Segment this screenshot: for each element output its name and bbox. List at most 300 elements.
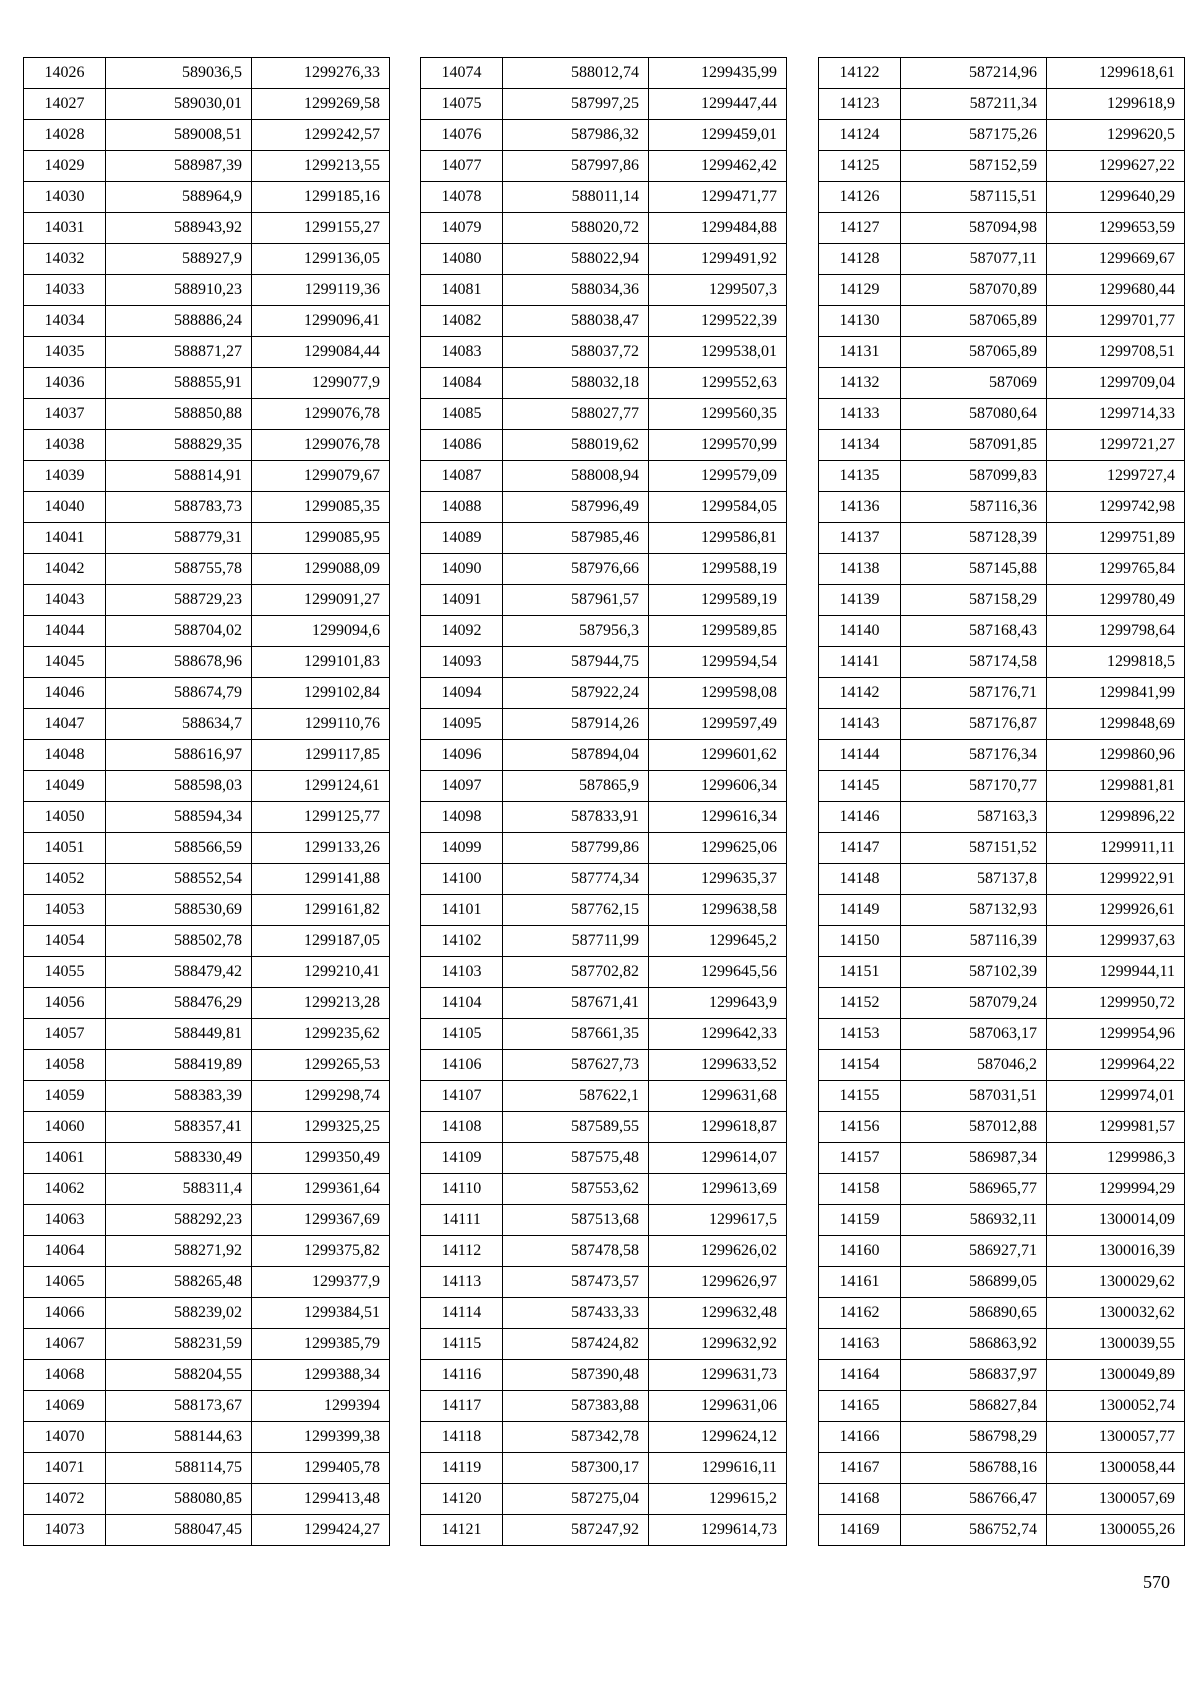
point-number-cell: 14093 — [421, 647, 503, 678]
table-row — [819, 554, 1185, 585]
point-number-cell: 14077 — [421, 151, 503, 182]
point-number-cell: 14130 — [819, 306, 901, 337]
table-row — [819, 120, 1185, 151]
point-number-cell: 14028 — [24, 120, 106, 151]
table-row — [24, 244, 390, 275]
y-coordinate-cell: 1299125,77 — [252, 802, 390, 833]
table-row — [421, 182, 787, 213]
table-row — [421, 151, 787, 182]
y-coordinate-cell: 1299361,64 — [252, 1174, 390, 1205]
point-number-cell: 14131 — [819, 337, 901, 368]
x-coordinate-cell: 587711,99 — [503, 926, 649, 957]
x-coordinate-cell: 587132,93 — [901, 895, 1047, 926]
table-row — [24, 864, 390, 895]
point-number-cell: 14119 — [421, 1453, 503, 1484]
point-number-cell: 14164 — [819, 1360, 901, 1391]
y-coordinate-cell: 1299642,33 — [649, 1019, 787, 1050]
y-coordinate-cell: 1299632,92 — [649, 1329, 787, 1360]
y-coordinate-cell: 1299613,69 — [649, 1174, 787, 1205]
table-row — [421, 1019, 787, 1050]
point-number-cell: 14132 — [819, 368, 901, 399]
table-row — [819, 1205, 1185, 1236]
table-row — [819, 492, 1185, 523]
y-coordinate-cell: 1299709,04 — [1047, 368, 1185, 399]
x-coordinate-cell: 588080,85 — [106, 1484, 252, 1515]
y-coordinate-cell: 1299584,05 — [649, 492, 787, 523]
y-coordinate-cell: 1299435,99 — [649, 58, 787, 89]
table-row — [24, 1019, 390, 1050]
point-number-cell: 14039 — [24, 461, 106, 492]
table-row — [819, 1050, 1185, 1081]
y-coordinate-cell: 1299645,2 — [649, 926, 787, 957]
point-number-cell: 14068 — [24, 1360, 106, 1391]
point-number-cell: 14129 — [819, 275, 901, 306]
y-coordinate-cell: 1299377,9 — [252, 1267, 390, 1298]
table-row — [24, 523, 390, 554]
point-number-cell: 14064 — [24, 1236, 106, 1267]
y-coordinate-cell: 1299597,49 — [649, 709, 787, 740]
point-number-cell: 14078 — [421, 182, 503, 213]
x-coordinate-cell: 588019,62 — [503, 430, 649, 461]
x-coordinate-cell: 588265,48 — [106, 1267, 252, 1298]
point-number-cell: 14113 — [421, 1267, 503, 1298]
y-coordinate-cell: 1299084,44 — [252, 337, 390, 368]
x-coordinate-cell: 588616,97 — [106, 740, 252, 771]
x-coordinate-cell: 588704,02 — [106, 616, 252, 647]
x-coordinate-cell: 587063,17 — [901, 1019, 1047, 1050]
y-coordinate-cell: 1299742,98 — [1047, 492, 1185, 523]
y-coordinate-cell: 1300057,69 — [1047, 1484, 1185, 1515]
table-row — [819, 647, 1185, 678]
y-coordinate-cell: 1299507,3 — [649, 275, 787, 306]
y-coordinate-cell: 1299631,68 — [649, 1081, 787, 1112]
table-row — [24, 740, 390, 771]
table-row — [421, 616, 787, 647]
y-coordinate-cell: 1299094,6 — [252, 616, 390, 647]
y-coordinate-cell: 1300016,39 — [1047, 1236, 1185, 1267]
table-row — [24, 120, 390, 151]
table-row — [421, 1422, 787, 1453]
y-coordinate-cell: 1299632,48 — [649, 1298, 787, 1329]
point-number-cell: 14056 — [24, 988, 106, 1019]
point-number-cell: 14121 — [421, 1515, 503, 1546]
point-number-cell: 14037 — [24, 399, 106, 430]
table-row — [421, 337, 787, 368]
x-coordinate-cell: 587031,51 — [901, 1081, 1047, 1112]
x-coordinate-cell: 587622,1 — [503, 1081, 649, 1112]
table-row — [819, 957, 1185, 988]
point-number-cell: 14063 — [24, 1205, 106, 1236]
y-coordinate-cell: 1299552,63 — [649, 368, 787, 399]
table-row — [24, 585, 390, 616]
y-coordinate-cell: 1299643,9 — [649, 988, 787, 1019]
point-number-cell: 14092 — [421, 616, 503, 647]
x-coordinate-cell: 587799,86 — [503, 833, 649, 864]
x-coordinate-cell: 587671,41 — [503, 988, 649, 1019]
table-row — [24, 182, 390, 213]
y-coordinate-cell: 1299589,85 — [649, 616, 787, 647]
y-coordinate-cell: 1299350,49 — [252, 1143, 390, 1174]
y-coordinate-cell: 1299459,01 — [649, 120, 787, 151]
x-coordinate-cell: 588502,78 — [106, 926, 252, 957]
x-coordinate-cell: 587997,25 — [503, 89, 649, 120]
y-coordinate-cell: 1299618,87 — [649, 1112, 787, 1143]
y-coordinate-cell: 1299385,79 — [252, 1329, 390, 1360]
x-coordinate-cell: 587214,96 — [901, 58, 1047, 89]
x-coordinate-cell: 587961,57 — [503, 585, 649, 616]
x-coordinate-cell: 587865,9 — [503, 771, 649, 802]
point-number-cell: 14066 — [24, 1298, 106, 1329]
table-row — [421, 1360, 787, 1391]
point-number-cell: 14168 — [819, 1484, 901, 1515]
point-number-cell: 14139 — [819, 585, 901, 616]
table-row — [24, 771, 390, 802]
table-row — [819, 523, 1185, 554]
y-coordinate-cell: 1299213,28 — [252, 988, 390, 1019]
table-row — [24, 275, 390, 306]
point-number-cell: 14159 — [819, 1205, 901, 1236]
x-coordinate-cell: 587176,87 — [901, 709, 1047, 740]
y-coordinate-cell: 1299616,11 — [649, 1453, 787, 1484]
point-number-cell: 14114 — [421, 1298, 503, 1329]
table-row — [819, 1453, 1185, 1484]
table-row — [819, 1515, 1185, 1546]
table-row — [421, 1391, 787, 1422]
y-coordinate-cell: 1299491,92 — [649, 244, 787, 275]
y-coordinate-cell: 1299616,34 — [649, 802, 787, 833]
x-coordinate-cell: 588239,02 — [106, 1298, 252, 1329]
x-coordinate-cell: 587986,32 — [503, 120, 649, 151]
table-row — [421, 1298, 787, 1329]
x-coordinate-cell: 587774,34 — [503, 864, 649, 895]
table-row — [421, 1143, 787, 1174]
table-row — [819, 275, 1185, 306]
table-row — [421, 585, 787, 616]
x-coordinate-cell: 588566,59 — [106, 833, 252, 864]
point-number-cell: 14052 — [24, 864, 106, 895]
table-row — [421, 306, 787, 337]
x-coordinate-cell: 586788,16 — [901, 1453, 1047, 1484]
y-coordinate-cell: 1299265,53 — [252, 1050, 390, 1081]
table-row — [421, 802, 787, 833]
x-coordinate-cell: 587478,58 — [503, 1236, 649, 1267]
y-coordinate-cell: 1299701,77 — [1047, 306, 1185, 337]
y-coordinate-cell: 1300039,55 — [1047, 1329, 1185, 1360]
y-coordinate-cell: 1299617,5 — [649, 1205, 787, 1236]
point-number-cell: 14107 — [421, 1081, 503, 1112]
y-coordinate-cell: 1299626,97 — [649, 1267, 787, 1298]
x-coordinate-cell: 587473,57 — [503, 1267, 649, 1298]
point-number-cell: 14145 — [819, 771, 901, 802]
point-number-cell: 14108 — [421, 1112, 503, 1143]
table-row — [421, 1050, 787, 1081]
x-coordinate-cell: 587702,82 — [503, 957, 649, 988]
x-coordinate-cell: 588674,79 — [106, 678, 252, 709]
point-number-cell: 14111 — [421, 1205, 503, 1236]
y-coordinate-cell: 1299091,27 — [252, 585, 390, 616]
x-coordinate-cell: 587997,86 — [503, 151, 649, 182]
point-number-cell: 14133 — [819, 399, 901, 430]
x-coordinate-cell: 587433,33 — [503, 1298, 649, 1329]
y-coordinate-cell: 1299462,42 — [649, 151, 787, 182]
y-coordinate-cell: 1299798,64 — [1047, 616, 1185, 647]
point-number-cell: 14083 — [421, 337, 503, 368]
table-row — [421, 678, 787, 709]
table-row — [819, 1019, 1185, 1050]
point-number-cell: 14067 — [24, 1329, 106, 1360]
y-coordinate-cell: 1299926,61 — [1047, 895, 1185, 926]
x-coordinate-cell: 588357,41 — [106, 1112, 252, 1143]
x-coordinate-cell: 587247,92 — [503, 1515, 649, 1546]
x-coordinate-cell: 588476,29 — [106, 988, 252, 1019]
table-row — [421, 399, 787, 430]
x-coordinate-cell: 588008,94 — [503, 461, 649, 492]
table-row — [421, 1329, 787, 1360]
x-coordinate-cell: 587070,89 — [901, 275, 1047, 306]
y-coordinate-cell: 1299213,55 — [252, 151, 390, 182]
y-coordinate-cell: 1299210,41 — [252, 957, 390, 988]
y-coordinate-cell: 1299618,61 — [1047, 58, 1185, 89]
x-coordinate-cell: 588330,49 — [106, 1143, 252, 1174]
point-number-cell: 14088 — [421, 492, 503, 523]
x-coordinate-cell: 587094,98 — [901, 213, 1047, 244]
table-row — [819, 337, 1185, 368]
point-number-cell: 14102 — [421, 926, 503, 957]
point-number-cell: 14038 — [24, 430, 106, 461]
table-row — [819, 368, 1185, 399]
point-number-cell: 14109 — [421, 1143, 503, 1174]
y-coordinate-cell: 1299119,36 — [252, 275, 390, 306]
point-number-cell: 14031 — [24, 213, 106, 244]
x-coordinate-cell: 587944,75 — [503, 647, 649, 678]
table-row — [24, 1174, 390, 1205]
table-row — [819, 1236, 1185, 1267]
point-number-cell: 14094 — [421, 678, 503, 709]
x-coordinate-cell: 588871,27 — [106, 337, 252, 368]
x-coordinate-cell: 587079,24 — [901, 988, 1047, 1019]
point-number-cell: 14086 — [421, 430, 503, 461]
table-row — [421, 120, 787, 151]
table-row — [819, 1422, 1185, 1453]
x-coordinate-cell: 588678,96 — [106, 647, 252, 678]
point-number-cell: 14036 — [24, 368, 106, 399]
y-coordinate-cell: 1299399,38 — [252, 1422, 390, 1453]
y-coordinate-cell: 1299625,06 — [649, 833, 787, 864]
x-coordinate-cell: 588552,54 — [106, 864, 252, 895]
table-row — [24, 709, 390, 740]
table-row — [24, 988, 390, 1019]
x-coordinate-cell: 587091,85 — [901, 430, 1047, 461]
y-coordinate-cell: 1299594,54 — [649, 647, 787, 678]
y-coordinate-cell: 1299614,07 — [649, 1143, 787, 1174]
table-row — [421, 58, 787, 89]
x-coordinate-cell: 586766,47 — [901, 1484, 1047, 1515]
x-coordinate-cell: 588383,39 — [106, 1081, 252, 1112]
y-coordinate-cell: 1299133,26 — [252, 833, 390, 864]
table-row — [24, 678, 390, 709]
y-coordinate-cell: 1299922,91 — [1047, 864, 1185, 895]
y-coordinate-cell: 1299624,12 — [649, 1422, 787, 1453]
y-coordinate-cell: 1299570,99 — [649, 430, 787, 461]
point-number-cell: 14044 — [24, 616, 106, 647]
table-row — [421, 988, 787, 1019]
point-number-cell: 14105 — [421, 1019, 503, 1050]
y-coordinate-cell: 1299161,82 — [252, 895, 390, 926]
y-coordinate-cell: 1299088,09 — [252, 554, 390, 585]
point-number-cell: 14050 — [24, 802, 106, 833]
table-row — [819, 864, 1185, 895]
y-coordinate-cell: 1299640,29 — [1047, 182, 1185, 213]
x-coordinate-cell: 588027,77 — [503, 399, 649, 430]
x-coordinate-cell: 588779,31 — [106, 523, 252, 554]
table-row — [24, 306, 390, 337]
x-coordinate-cell: 587176,71 — [901, 678, 1047, 709]
x-coordinate-cell: 587158,29 — [901, 585, 1047, 616]
y-coordinate-cell: 1299586,81 — [649, 523, 787, 554]
table-row — [24, 89, 390, 120]
x-coordinate-cell: 586927,71 — [901, 1236, 1047, 1267]
point-number-cell: 14069 — [24, 1391, 106, 1422]
x-coordinate-cell: 588943,92 — [106, 213, 252, 244]
table-row — [819, 1143, 1185, 1174]
table-row — [421, 1174, 787, 1205]
y-coordinate-cell: 1299954,96 — [1047, 1019, 1185, 1050]
table-row — [421, 895, 787, 926]
table-row — [421, 864, 787, 895]
x-coordinate-cell: 587137,8 — [901, 864, 1047, 895]
x-coordinate-cell: 588829,35 — [106, 430, 252, 461]
y-coordinate-cell: 1299085,95 — [252, 523, 390, 554]
point-number-cell: 14048 — [24, 740, 106, 771]
y-coordinate-cell: 1299645,56 — [649, 957, 787, 988]
x-coordinate-cell: 586965,77 — [901, 1174, 1047, 1205]
x-coordinate-cell: 588964,9 — [106, 182, 252, 213]
x-coordinate-cell: 588855,91 — [106, 368, 252, 399]
table-row — [421, 461, 787, 492]
point-number-cell: 14053 — [24, 895, 106, 926]
table-row — [421, 368, 787, 399]
y-coordinate-cell: 1299727,4 — [1047, 461, 1185, 492]
x-coordinate-cell: 588594,34 — [106, 802, 252, 833]
point-number-cell: 14128 — [819, 244, 901, 275]
table-row — [421, 244, 787, 275]
point-number-cell: 14120 — [421, 1484, 503, 1515]
table-row — [819, 833, 1185, 864]
x-coordinate-cell: 586932,11 — [901, 1205, 1047, 1236]
x-coordinate-cell: 587833,91 — [503, 802, 649, 833]
point-number-cell: 14161 — [819, 1267, 901, 1298]
x-coordinate-cell: 587300,17 — [503, 1453, 649, 1484]
x-coordinate-cell: 586987,34 — [901, 1143, 1047, 1174]
x-coordinate-cell: 588419,89 — [106, 1050, 252, 1081]
y-coordinate-cell: 1299077,9 — [252, 368, 390, 399]
x-coordinate-cell: 588479,42 — [106, 957, 252, 988]
point-number-cell: 14026 — [24, 58, 106, 89]
point-number-cell: 14149 — [819, 895, 901, 926]
point-number-cell: 14158 — [819, 1174, 901, 1205]
table-row — [819, 306, 1185, 337]
point-number-cell: 14099 — [421, 833, 503, 864]
y-coordinate-cell: 1299384,51 — [252, 1298, 390, 1329]
x-coordinate-cell: 588032,18 — [503, 368, 649, 399]
x-coordinate-cell: 587145,88 — [901, 554, 1047, 585]
y-coordinate-cell: 1299669,67 — [1047, 244, 1185, 275]
table-row — [819, 1267, 1185, 1298]
y-coordinate-cell: 1299076,78 — [252, 399, 390, 430]
table-row — [24, 213, 390, 244]
y-coordinate-cell: 1299944,11 — [1047, 957, 1185, 988]
point-number-cell: 14030 — [24, 182, 106, 213]
x-coordinate-cell: 588037,72 — [503, 337, 649, 368]
x-coordinate-cell: 587976,66 — [503, 554, 649, 585]
point-number-cell: 14042 — [24, 554, 106, 585]
y-coordinate-cell: 1299860,96 — [1047, 740, 1185, 771]
point-number-cell: 14117 — [421, 1391, 503, 1422]
x-coordinate-cell: 586899,05 — [901, 1267, 1047, 1298]
table-row — [819, 771, 1185, 802]
x-coordinate-cell: 588144,63 — [106, 1422, 252, 1453]
table-row — [421, 89, 787, 120]
y-coordinate-cell: 1300032,62 — [1047, 1298, 1185, 1329]
y-coordinate-cell: 1299626,02 — [649, 1236, 787, 1267]
point-number-cell: 14072 — [24, 1484, 106, 1515]
point-number-cell: 14049 — [24, 771, 106, 802]
y-coordinate-cell: 1299589,19 — [649, 585, 787, 616]
table-row — [421, 771, 787, 802]
x-coordinate-cell: 587115,51 — [901, 182, 1047, 213]
point-number-cell: 14127 — [819, 213, 901, 244]
x-coordinate-cell: 587099,83 — [901, 461, 1047, 492]
table-row — [819, 709, 1185, 740]
point-number-cell: 14156 — [819, 1112, 901, 1143]
x-coordinate-cell: 588204,55 — [106, 1360, 252, 1391]
point-number-cell: 14096 — [421, 740, 503, 771]
point-number-cell: 14057 — [24, 1019, 106, 1050]
table-row — [819, 988, 1185, 1019]
coordinate-table-2 — [420, 57, 787, 1546]
table-row — [819, 1360, 1185, 1391]
x-coordinate-cell: 587116,39 — [901, 926, 1047, 957]
x-coordinate-cell: 587894,04 — [503, 740, 649, 771]
y-coordinate-cell: 1299471,77 — [649, 182, 787, 213]
point-number-cell: 14137 — [819, 523, 901, 554]
point-number-cell: 14150 — [819, 926, 901, 957]
x-coordinate-cell: 586752,74 — [901, 1515, 1047, 1546]
table-row — [819, 1484, 1185, 1515]
x-coordinate-cell: 586798,29 — [901, 1422, 1047, 1453]
table-row — [421, 1515, 787, 1546]
x-coordinate-cell: 587176,34 — [901, 740, 1047, 771]
x-coordinate-cell: 587661,35 — [503, 1019, 649, 1050]
point-number-cell: 14169 — [819, 1515, 901, 1546]
table-row — [24, 1515, 390, 1546]
point-number-cell: 14084 — [421, 368, 503, 399]
point-number-cell: 14162 — [819, 1298, 901, 1329]
table-row — [24, 833, 390, 864]
y-coordinate-cell: 1299367,69 — [252, 1205, 390, 1236]
x-coordinate-cell: 587077,11 — [901, 244, 1047, 275]
table-row — [819, 58, 1185, 89]
x-coordinate-cell: 587174,58 — [901, 647, 1047, 678]
point-number-cell: 14055 — [24, 957, 106, 988]
point-number-cell: 14103 — [421, 957, 503, 988]
y-coordinate-cell: 1299136,05 — [252, 244, 390, 275]
table-row — [24, 1453, 390, 1484]
y-coordinate-cell: 1299950,72 — [1047, 988, 1185, 1019]
point-number-cell: 14071 — [24, 1453, 106, 1484]
y-coordinate-cell: 1299615,2 — [649, 1484, 787, 1515]
x-coordinate-cell: 587168,43 — [901, 616, 1047, 647]
